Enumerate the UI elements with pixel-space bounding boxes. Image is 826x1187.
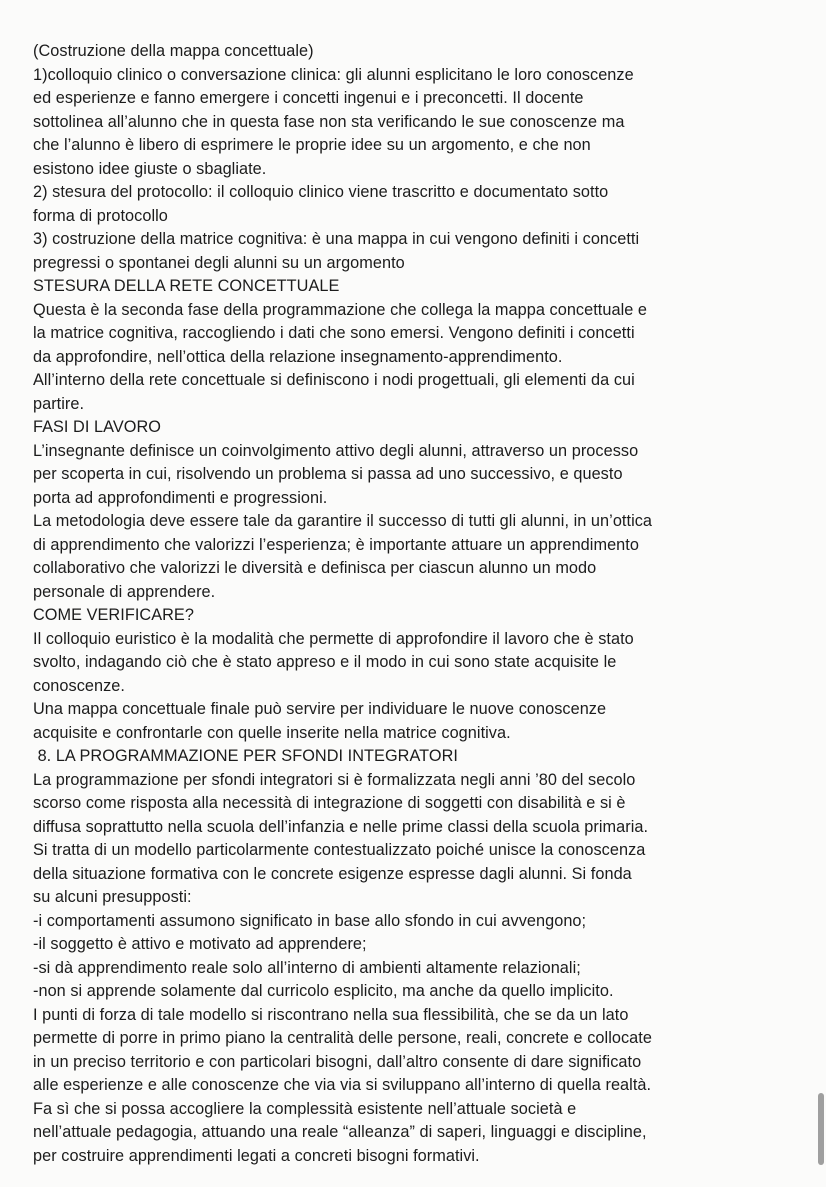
section-heading: STESURA DELLA RETE CONCETTUALE bbox=[33, 277, 340, 295]
text-line: 1)colloquio clinico o conversazione clinica: gli alunni esplicitano le loro conoscenze bbox=[33, 65, 634, 84]
text-line: in un preciso territorio e con particolari bisogni, dall’altro consente di dare significato bbox=[33, 1052, 642, 1071]
text-line: partire. bbox=[33, 394, 85, 413]
text-line: I punti di forza di tale modello si riscontrano nella sua flessibilità, che se da un lato bbox=[33, 1005, 629, 1024]
text-line: Questa è la seconda fase della programmazione che collega la mappa concettuale e bbox=[33, 300, 648, 319]
text-line: di apprendimento che valorizzi l’esperienza; è importante attuare un apprendimento bbox=[33, 535, 639, 554]
text-line: per scoperta in cui, risolvendo un problema si passa ad uno successivo, e questo bbox=[33, 465, 623, 483]
text-line: Il colloquio euristico è la modalità che permette di approfondire il lavoro che è stato bbox=[33, 629, 634, 648]
section-heading: COME VERIFICARE? bbox=[33, 606, 194, 624]
text-line: la matrice cognitiva, raccogliendo i dati che sono emersi. Vengono definiti i concetti bbox=[33, 324, 635, 342]
text-line: Una mappa concettuale finale può servire per individuare le nuove conoscenze bbox=[33, 700, 607, 718]
text-line: permette di porre in primo piano la centralità delle persone, reali, concrete e collocate bbox=[33, 1029, 652, 1047]
text-line: scorso come risposta alla necessità di integrazione di soggetti con disabilità e si è bbox=[33, 794, 626, 812]
list-item: -il soggetto è attivo e motivato ad apprendere; bbox=[33, 935, 367, 953]
text-line: collaborativo che valorizzi le diversità e definisca per ciascun alunno un modo bbox=[33, 559, 597, 577]
text-line: 2) stesura del protocollo: il colloquio clinico viene trascritto e documentato sotto bbox=[33, 183, 609, 201]
list-item: -i comportamenti assumono significato in base allo sfondo in cui avvengono; bbox=[33, 911, 587, 930]
text-line: forma di protocollo bbox=[33, 206, 168, 225]
vertical-scrollbar[interactable] bbox=[818, 1093, 824, 1165]
text-line: da approfondire, nell’ottica della relazione insegnamento-apprendimento. bbox=[33, 347, 563, 366]
text-line: Fa sì che si possa accogliere la complessità esistente nell’attuale società e bbox=[33, 1099, 577, 1118]
text-line: per costruire apprendimenti legati a concreti bisogni formativi. bbox=[33, 1146, 480, 1165]
text-line: La metodologia deve essere tale da garantire il successo di tutti gli alunni, in un’ottica bbox=[33, 512, 653, 530]
text-line: La programmazione per sfondi integratori si è formalizzata negli anni ’80 del secolo bbox=[33, 770, 636, 789]
text-line: L’insegnante definisce un coinvolgimento attivo degli alunni, attraverso un processo bbox=[33, 441, 639, 460]
text-line: ed esperienze e fanno emergere i concetti ingenui e i preconcetti. Il docente bbox=[33, 89, 584, 107]
text-line: personale di apprendere. bbox=[33, 582, 216, 601]
text-line: che l’alunno è libero di esprimere le proprie idee su un argomento, e che non bbox=[33, 136, 591, 154]
text-line: Si tratta di un modello particolarmente contestualizzato poiché unisce la conoscenza bbox=[33, 841, 646, 859]
text-line: diffusa soprattutto nella scuola dell’infanzia e nelle prime classi della scuola primaria. bbox=[33, 817, 649, 836]
text-line: della situazione formativa con le concrete esigenze espresse dagli alunni. Si fonda bbox=[33, 864, 632, 883]
text-line: acquisite e confrontarle con quelle inserite nella matrice cognitiva. bbox=[33, 723, 511, 742]
text-line: nell’attuale pedagogia, attuando una reale “alleanza” di saperi, linguaggi e discipline, bbox=[33, 1123, 647, 1141]
document-page bbox=[33, 40, 813, 1168]
text-line: esistono idee giuste o sbagliate. bbox=[33, 159, 267, 178]
list-item: -si dà apprendimento reale solo all’interno di ambienti altamente relazionali; bbox=[33, 958, 581, 977]
text-line: All’interno della rete concettuale si definiscono i nodi progettuali, gli elementi da cui bbox=[33, 371, 635, 389]
text-line: 3) costruzione della matrice cognitiva: è una mappa in cui vengono definiti i concetti bbox=[33, 230, 640, 248]
text-line: alle esperienze e alle conoscenze che via via si sviluppano all’interno di quella realtà. bbox=[33, 1076, 652, 1094]
text-line: sottolinea all’alunno che in questa fase non sta verificando le sue conoscenze ma bbox=[33, 112, 625, 131]
text-line: conoscenze. bbox=[33, 676, 125, 695]
section-heading: FASI DI LAVORO bbox=[33, 418, 161, 436]
section-heading: 8. LA PROGRAMMAZIONE PER SFONDI INTEGRATORI bbox=[33, 747, 458, 765]
list-item: -non si apprende solamente dal curricolo esplicito, ma anche da quello implicito. bbox=[33, 982, 614, 1000]
text-line: su alcuni presupposti: bbox=[33, 888, 192, 906]
text-line: porta ad approfondimenti e progressioni. bbox=[33, 488, 328, 507]
text-line: pregressi o spontanei degli alunni su un argomento bbox=[33, 253, 405, 272]
text-line: (Costruzione della mappa concettuale) bbox=[33, 42, 314, 60]
text-line: svolto, indagando ciò che è stato appreso e il modo in cui sono state acquisite le bbox=[33, 653, 617, 671]
